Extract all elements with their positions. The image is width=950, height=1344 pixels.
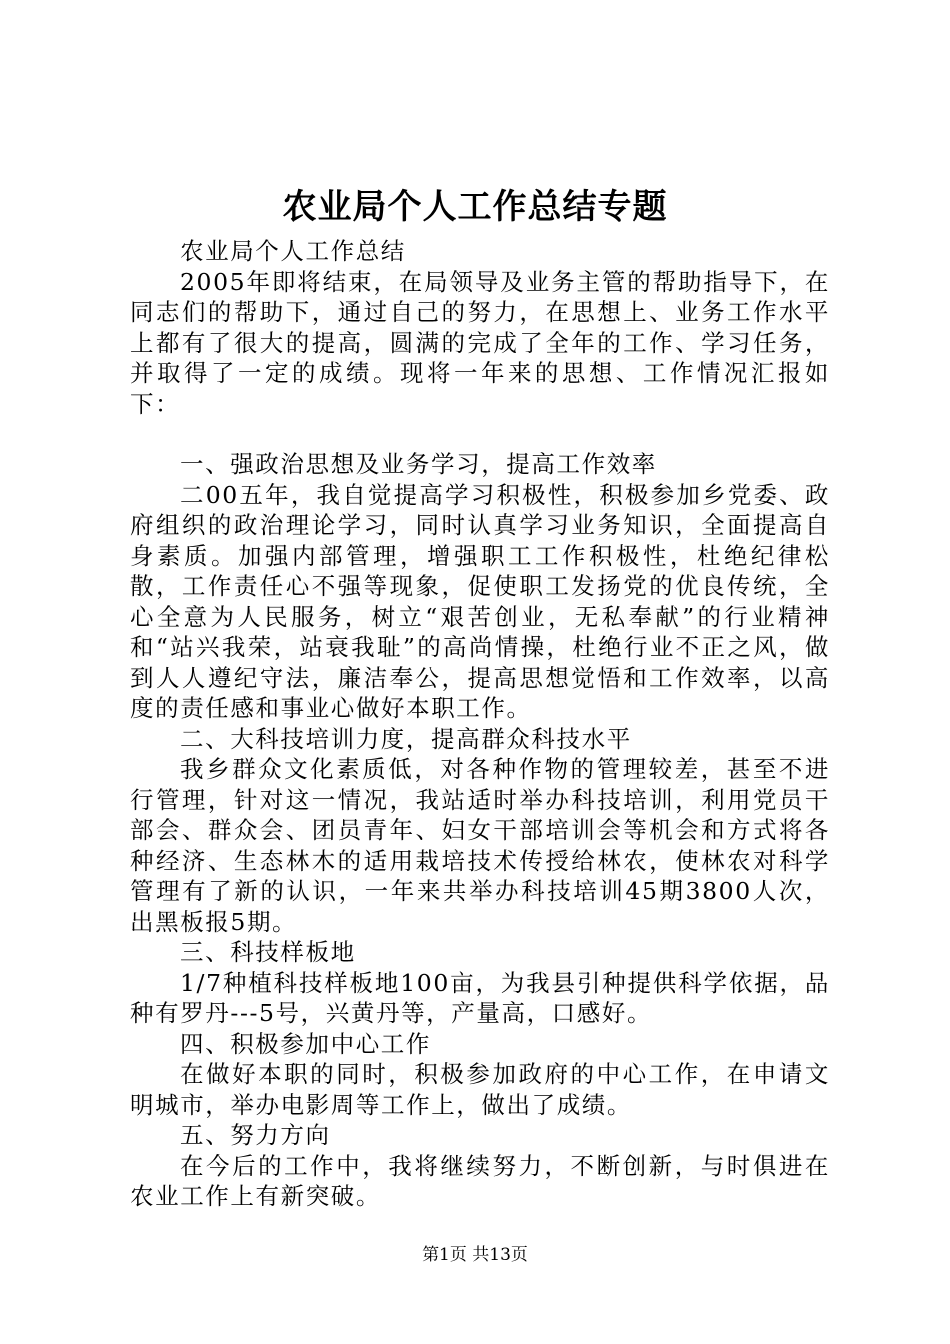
section-paragraph-1: 二00五年，我自觉提高学习积极性，积极参加乡党委、政府组织的政治理论学习，同时认真学习业务知识，全面提高自身素质。加强内部管理，增强职工工作积极性，杜绝纪律松散，工作责任心不强等现象，促使职工发扬党的优良传统，全心全意为人民服务，树立“艰苦创业，无私奉献”的行业精神和“站兴我荣，站衰我耻”的高尚情操，杜绝行业不正之风，做到人人遵纪守法，廉洁奉公，提高思想觉悟和工作效率，以高度的责任感和事业心做好本职工作。 [130, 480, 830, 722]
section-paragraph-4: 在做好本职的同时，积极参加政府的中心工作，在申请文明城市，举办电影周等工作上，做出了成绩。 [130, 1060, 830, 1119]
section-paragraph-3: 1/7种植科技样板地100亩，为我县引种提供科学依据，品种有罗丹---5号，兴黄丹等，产量高，口感好。 [130, 968, 830, 1027]
section-heading-4: 四、积极参加中心工作 [180, 1029, 431, 1058]
subtitle: 农业局个人工作总结 [180, 237, 406, 265]
intro-paragraph: 2005年即将结束，在局领导及业务主管的帮助指导下，在同志们的帮助下，通过自己的努力，在思想上、业务工作水平上都有了很大的提高，圆满的完成了全年的工作、学习任务，并取得了一定的成绩。现将一年来的思想、工作情况汇报如下： [130, 267, 830, 418]
section-paragraph-5: 在今后的工作中，我将继续努力，不断创新，与时俱进在农业工作上有新突破。 [130, 1151, 830, 1210]
section-heading-3: 三、科技样板地 [180, 938, 356, 966]
section-heading-2: 二、大科技培训力度，提高群众科技水平 [180, 724, 632, 753]
section-paragraph-2: 我乡群众文化素质低，对各种作物的管理较差，甚至不进行管理，针对这一情况，我站适时举办科技培训，利用党员干部会、群众会、团员青年、妇女干部培训会等机会和方式将各种经济、生态林木的适用栽培技术传授给林农，使林农对科学管理有了新的认识，一年来共举办科技培训45期3800人次，出黑板报5期。 [130, 755, 830, 936]
document-title: 农业局个人工作总结专题 [282, 187, 668, 227]
page-footer: 第1页 共13页 [422, 1245, 528, 1265]
section-heading-5: 五、努力方向 [180, 1121, 331, 1149]
document-body [130, 236, 830, 1212]
section-heading-1: 一、强政治思想及业务学习，提高工作效率 [180, 450, 657, 478]
